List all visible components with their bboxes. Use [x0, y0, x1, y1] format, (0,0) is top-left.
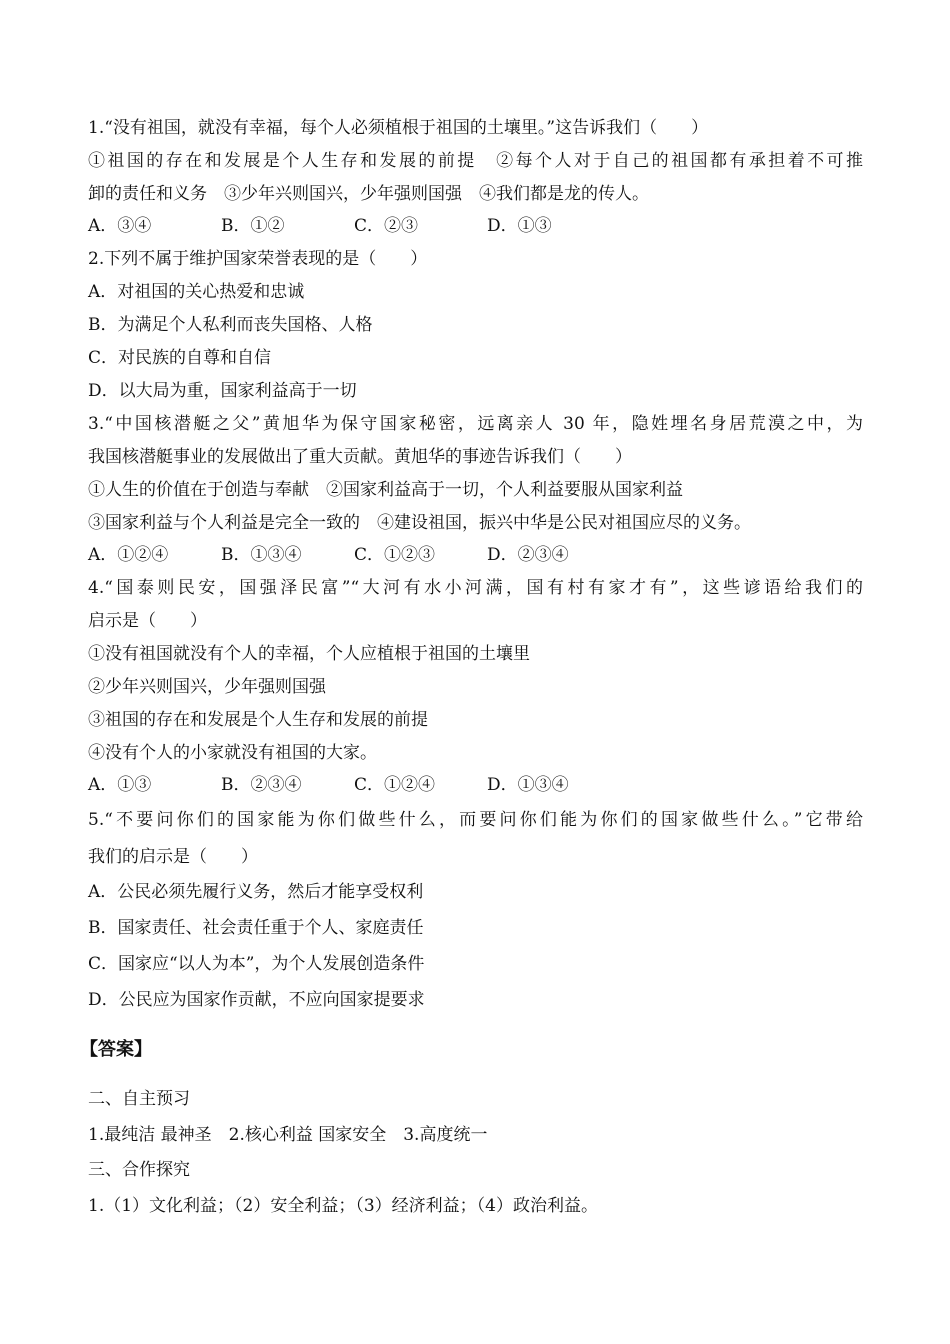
- q3-option-c: C．①②③: [354, 545, 436, 565]
- q4-statement-2: ②少年兴则国兴，少年强则国强: [88, 677, 326, 697]
- section-2-title: 二、自主预习: [88, 1089, 190, 1109]
- section-3-answers: 1.（1）文化利益；（2）安全利益；（3）经济利益；（4）政治利益。: [88, 1196, 598, 1216]
- q1-stem: 1.“没有祖国，就没有幸福，每个人必须植根于祖国的土壤里。”这告诉我们（ ）: [88, 118, 709, 138]
- q3-statements-line-2: ③国家利益与个人利益是完全一致的 ④建设祖国，振兴中华是公民对祖国应尽的义务。: [88, 513, 751, 533]
- q4-stem-line-2: 启示是（ ）: [88, 611, 207, 631]
- q5-option-c: C．国家应“以人为本”，为个人发展创造条件: [88, 954, 425, 974]
- q4-options: [88, 774, 620, 796]
- q2-option-a: A．对祖国的关心热爱和忠诚: [88, 282, 305, 302]
- q1-option-c: C．②③: [354, 216, 419, 236]
- q1-option-b: B．①②: [221, 216, 285, 236]
- q3-option-a: A．①②④: [88, 545, 169, 565]
- q1-statements-line-2: 卸的责任和义务 ③少年兴则国兴，少年强则国强 ④我们都是龙的传人。: [88, 184, 649, 204]
- q5-option-a: A．公民必须先履行义务，然后才能享受权利: [88, 882, 424, 902]
- q1-option-d: D．①③: [487, 216, 552, 236]
- q4-statement-3: ③祖国的存在和发展是个人生存和发展的前提: [88, 710, 428, 730]
- q4-option-c: C．①②④: [354, 775, 436, 795]
- q5-option-b: B．国家责任、社会责任重于个人、家庭责任: [88, 918, 424, 938]
- q4-option-d: D．①③④: [487, 775, 569, 795]
- q3-option-d: D．②③④: [487, 545, 569, 565]
- q3-stem-line-1: 3.“中国核潜艇之父”黄旭华为保守国家秘密，远离亲人 30 年，隐姓埋名身居荒漠之中，为: [88, 414, 863, 434]
- q3-statements-line-1: ①人生的价值在于创造与奉献 ②国家利益高于一切，个人利益要服从国家利益: [88, 480, 683, 500]
- q4-stem-line-1: 4.“国泰则民安，国强泽民富”“大河有水小河满，国有村有家才有”，这些谚语给我们的: [88, 578, 863, 598]
- q4-option-b: B．②③④: [221, 775, 302, 795]
- q2-option-b: B．为满足个人私利而丧失国格、人格: [88, 315, 373, 335]
- q4-option-a: A．①③: [88, 775, 152, 795]
- q2-option-d: D．以大局为重，国家利益高于一切: [88, 381, 357, 401]
- q3-option-b: B．①③④: [221, 545, 302, 565]
- section-2-answers: 1.最纯洁 最神圣 2.核心利益 国家安全 3.高度统一: [88, 1125, 488, 1145]
- q2-option-c: C．对民族的自尊和自信: [88, 348, 272, 368]
- q5-stem-line-2: 我们的启示是（ ）: [88, 847, 258, 867]
- q1-statements-line-1: ①祖国的存在和发展是个人生存和发展的前提 ②每个人对于自己的祖国都有承担着不可推: [88, 151, 863, 171]
- section-3-title: 三、合作探究: [88, 1160, 190, 1180]
- q4-statement-1: ①没有祖国就没有个人的幸福，个人应植根于祖国的土壤里: [88, 644, 530, 664]
- q4-statement-4: ④没有个人的小家就没有祖国的大家。: [88, 743, 377, 763]
- q5-stem-line-1: 5.“不要问你们的国家能为你们做些什么，而要问你们能为你们的国家做些什么。”它带给: [88, 810, 863, 830]
- q1-options: [88, 215, 620, 237]
- q1-option-a: A．③④: [88, 216, 152, 236]
- q2-stem: 2.下列不属于维护国家荣誉表现的是（ ）: [88, 249, 428, 269]
- q3-stem-line-2: 我国核潜艇事业的发展做出了重大贡献。黄旭华的事迹告诉我们（ ）: [88, 447, 632, 467]
- q3-options: [88, 544, 620, 566]
- answers-heading: 【答案】: [80, 1039, 152, 1060]
- q5-option-d: D．公民应为国家作贡献，不应向国家提要求: [88, 990, 425, 1010]
